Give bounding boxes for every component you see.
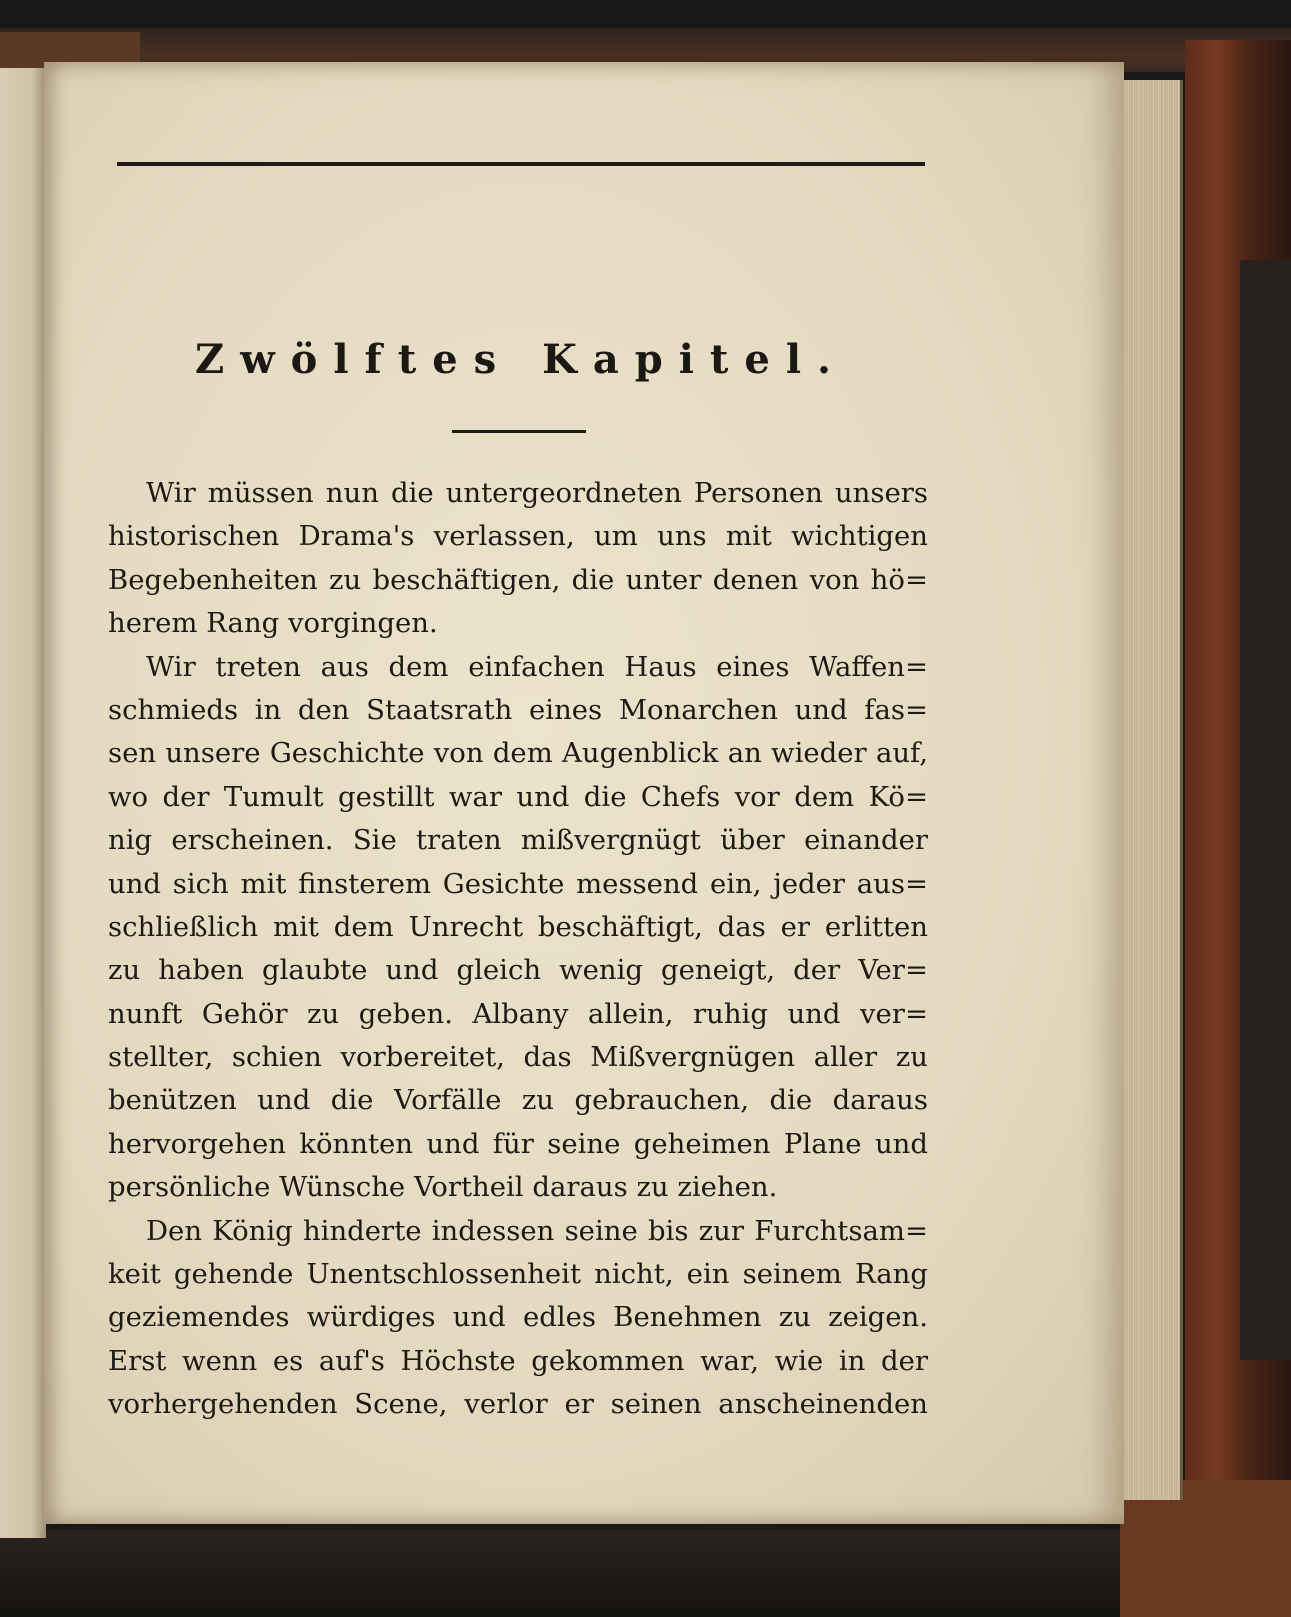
text-line: sen unsere Geschichte von dem Augenblick an wieder auf, [108, 737, 928, 770]
text-line: keit gehende Unentschlossenheit nicht, ein seinem Rang [108, 1258, 928, 1291]
text-line: herem Rang vorgingen. [108, 607, 438, 640]
text-line: hervorgehen könnten und für seine geheimen Plane und [108, 1127, 928, 1160]
text-line: Begebenheiten zu beschäftigen, die unter denen von hö= [108, 563, 928, 596]
facing-page-sliver [0, 68, 46, 1538]
bottom-cover-edge [0, 1530, 1291, 1617]
text-line: historischen Drama's verlassen, um uns mit wichtigen [108, 520, 928, 553]
title-underline-rule [452, 430, 586, 433]
text-line: benützen und die Vorfälle zu gebrauchen, die daraus [108, 1084, 928, 1117]
text-line: Wir treten aus dem einfachen Haus eines Waffen= [146, 650, 928, 683]
body-text [108, 472, 928, 1427]
bottom-cover-leather [1120, 1480, 1291, 1617]
right-cover-board [1240, 260, 1291, 1360]
text-line: Den König hinderte indessen seine bis zur Furchtsam= [146, 1214, 928, 1247]
chapter-title: Zwölftes Kapitel. [195, 336, 847, 383]
text-line: persönliche Wünsche Vortheil daraus zu ziehen. [108, 1171, 778, 1204]
text-line: zu haben glaubte und gleich wenig geneigt, der Ver= [108, 954, 928, 987]
text-line: und sich mit finsterem Gesichte messend ein, jeder aus= [108, 867, 928, 900]
text-line: stellter, schien vorbereitet, das Mißvergnügen aller zu [108, 1041, 928, 1074]
text-line: wo der Tumult gestillt war und die Chefs vor dem Kö= [108, 780, 928, 813]
header-rule [117, 162, 925, 166]
text-line: vorhergehenden Scene, verlor er seinen anscheinenden [108, 1388, 928, 1421]
text-line: Erst wenn es auf's Höchste gekommen war, wie in der [108, 1344, 928, 1377]
text-line: nunft Gehör zu geben. Albany allein, ruhig und ver= [108, 997, 928, 1030]
text-line: Wir müssen nun die untergeordneten Personen unsers [146, 477, 928, 509]
text-line: geziemendes würdiges und edles Benehmen zu zeigen. [108, 1301, 928, 1334]
text-line: schließlich mit dem Unrecht beschäftigt, das er erlitten [108, 910, 928, 943]
text-line: nig erscheinen. Sie traten mißvergnügt über einander [108, 824, 928, 857]
text-line: schmieds in den Staatsrath eines Monarchen und fas= [108, 693, 928, 726]
